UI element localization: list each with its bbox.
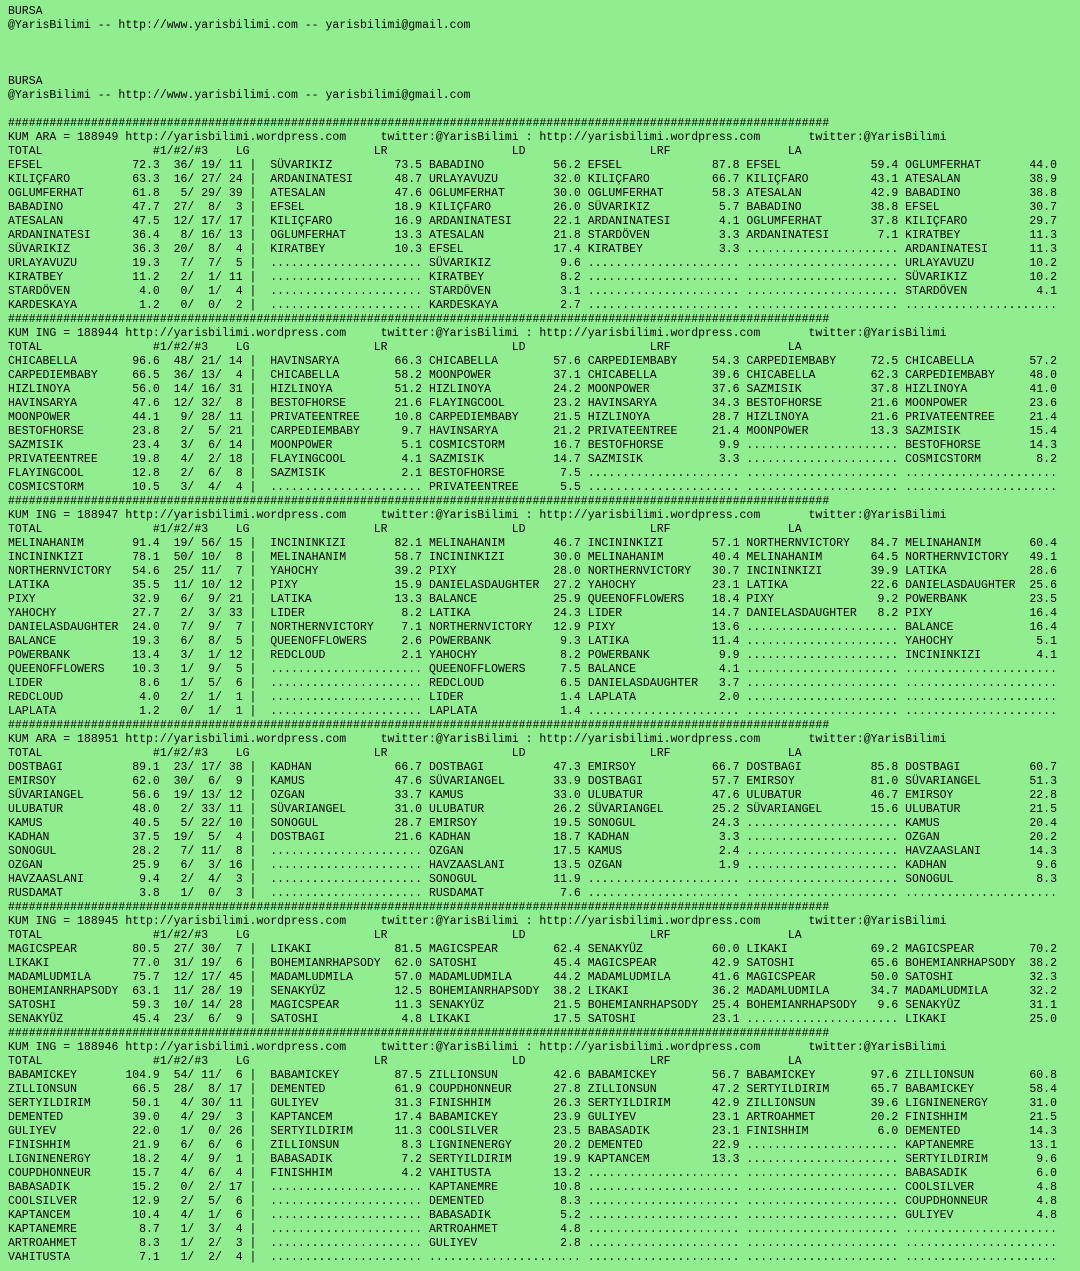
table-row: LIDER 8.6 1/ 5/ 6 | ...................... REDCLOUD 6.5 DANIELASDAUGHTER 3.7 ...................... ......................: [8, 677, 1057, 690]
text-line: [8, 47, 1080, 61]
text-line: BURSA: [8, 75, 43, 88]
table-row: GULIYEV 22.0 1/ 0/ 26 | SERTYILDIRIM 11.3 COOLSILVER 23.5 BABASADIK 23.1 FINISHHIM 6.0 DEMENTED 14.3: [8, 1125, 1057, 1138]
table-row: MOONPOWER 44.1 9/ 28/ 11 | PRIVATEENTREE 10.8 CARPEDIEMBABY 21.5 HIZLINOYA 28.7 HIZLINOYA 21.6 PRIVATEENTREE 21.4: [8, 411, 1057, 424]
race-header: KUM ING = 188944 http://yarisbilimi.wordpress.com twitter:@YarisBilimi : http://yarisbilimi.wordpress.com twitter:@YarisBilimi: [8, 327, 947, 340]
text-line: @YarisBilimi -- http://www.yarisbilimi.com -- yarisbilimi@gmail.com: [8, 89, 471, 102]
table-row: VAHITUSTA 7.1 1/ 2/ 4 | ...................... ...................... ...................... ...................... ......................: [8, 1251, 1057, 1264]
race-header: KUM ING = 188947 http://yarisbilimi.wordpress.com twitter:@YarisBilimi : http://yarisbilimi.wordpress.com twitter:@YarisBilimi: [8, 509, 947, 522]
table-row: KAMUS 40.5 5/ 22/ 10 | SONOGUL 28.7 EMIRSOY 19.5 SONOGUL 24.3 ...................... KAMUS 20.4: [8, 817, 1057, 830]
table-row: BABADINO 47.7 27/ 8/ 3 | EFSEL 18.9 KILIÇFARO 26.0 SÜVARIKIZ 5.7 BABADINO 38.8 EFSEL 30.7: [8, 201, 1057, 214]
table-row: BABAMICKEY 104.9 54/ 11/ 6 | BABAMICKEY 87.5 ZILLIONSUN 42.6 BABAMICKEY 56.7 BABAMICKEY 97.6 ZILLIONSUN 60.8: [8, 1069, 1057, 1082]
text-line: [8, 103, 1080, 117]
race-header: KUM ARA = 188951 http://yarisbilimi.wordpress.com twitter:@YarisBilimi : http://yarisbilimi.wordpress.com twitter:@YarisBilimi: [8, 733, 947, 746]
table-row: SERTYILDIRIM 50.1 4/ 30/ 11 | GULIYEV 31.3 FINISHHIM 26.3 SERTYILDIRIM 42.9 ZILLIONSUN 39.6 LIGNINENERGY 31.0: [8, 1097, 1057, 1110]
table-row: HAVZAASLANI 9.4 2/ 4/ 3 | ...................... SONOGUL 11.9 ...................... ...................... SONOGUL 8.3: [8, 873, 1057, 886]
table-row: KIRATBEY 11.2 2/ 1/ 11 | ...................... KIRATBEY 8.2 ...................... ...................... SÜVARIKIZ 10.2: [8, 271, 1057, 284]
table-row: SATOSHI 59.3 10/ 14/ 28 | MAGICSPEAR 11.3 SENAKYÜZ 21.5 BOHEMIANRHAPSODY 25.4 BOHEMIANRHAPSODY 9.6 SENAKYÜZ 31.1: [8, 999, 1057, 1012]
table-row: EFSEL 72.3 36/ 19/ 11 | SÜVARIKIZ 73.5 BABADINO 56.2 EFSEL 87.8 EFSEL 59.4 OGLUMFERHAT 44.0: [8, 159, 1057, 172]
race-header: KUM ING = 188946 http://yarisbilimi.wordpress.com twitter:@YarisBilimi : http://yarisbilimi.wordpress.com twitter:@YarisBilimi: [8, 1041, 947, 1054]
table-row: KAPTANCEM 10.4 4/ 1/ 6 | ...................... BABASADIK 5.2 ...................... ...................... GULIYEV 4.8: [8, 1209, 1057, 1222]
table-row: STARDÖVEN 4.0 0/ 1/ 4 | ...................... STARDÖVEN 3.1 ...................... ...................... STARDÖVEN 4.1: [8, 285, 1057, 298]
column-header: TOTAL #1/#2/#3 LG LR LD LRF LA: [8, 1055, 802, 1068]
table-row: ARDANINATESI 36.4 8/ 16/ 13 | OGLUMFERHAT 13.3 ATESALAN 21.8 STARDÖVEN 3.3 ARDANINATESI 7.1 KIRATBEY 11.3: [8, 229, 1057, 242]
table-row: HAVINSARYA 47.6 12/ 32/ 8 | BESTOFHORSE 21.6 FLAYINGCOOL 23.2 HAVINSARYA 34.3 BESTOFHORSE 21.6 MOONPOWER 23.6: [8, 397, 1057, 410]
table-row: LATIKA 35.5 11/ 10/ 12 | PIXY 15.9 DANIELASDAUGHTER 27.2 YAHOCHY 23.1 LATIKA 22.6 DANIELASDAUGHTER 25.6: [8, 579, 1057, 592]
table-row: COSMICSTORM 10.5 3/ 4/ 4 | ...................... PRIVATEENTREE 5.5 ...................... ...................... ......................: [8, 481, 1057, 494]
table-row: FINISHHIM 21.9 6/ 6/ 6 | ZILLIONSUN 8.3 LIGNINENERGY 20.2 DEMENTED 22.9 ...................... KAPTANEMRE 13.1: [8, 1139, 1057, 1152]
table-row: HIZLINOYA 56.0 14/ 16/ 31 | HIZLINOYA 51.2 HIZLINOYA 24.2 MOONPOWER 37.6 SAZMISIK 37.8 HIZLINOYA 41.0: [8, 383, 1057, 396]
table-row: DANIELASDAUGHTER 24.0 7/ 9/ 7 | NORTHERNVICTORY 7.1 NORTHERNVICTORY 12.9 PIXY 13.6 ...................... BALANCE 16.4: [8, 621, 1057, 634]
column-header: TOTAL #1/#2/#3 LG LR LD LRF LA: [8, 145, 802, 158]
table-row: LIGNINENERGY 18.2 4/ 9/ 1 | BABASADIK 7.2 SERTYILDIRIM 19.9 KAPTANCEM 13.3 ...................... SERTYILDIRIM 9.6: [8, 1153, 1057, 1166]
text-line: @YarisBilimi -- http://www.yarisbilimi.com -- yarisbilimi@gmail.com: [8, 19, 471, 32]
table-row: SONOGUL 28.2 7/ 11/ 8 | ...................... OZGAN 17.5 KAMUS 2.4 ...................... HAVZAASLANI 14.3: [8, 845, 1057, 858]
table-row: DEMENTED 39.0 4/ 29/ 3 | KAPTANCEM 17.4 BABAMICKEY 23.9 GULIYEV 23.1 ARTROAHMET 20.2 FINISHHIM 21.5: [8, 1111, 1057, 1124]
table-row: BALANCE 19.3 6/ 8/ 5 | QUEENOFFLOWERS 2.6 POWERBANK 9.3 LATIKA 11.4 ...................... YAHOCHY 5.1: [8, 635, 1057, 648]
table-row: KAPTANEMRE 8.7 1/ 3/ 4 | ...................... ARTROAHMET 4.8 ...................... ...................... ......................: [8, 1223, 1057, 1236]
table-row: KADHAN 37.5 19/ 5/ 4 | DOSTBAGI 21.6 KADHAN 18.7 KADHAN 3.3 ...................... OZGAN 20.2: [8, 831, 1057, 844]
table-row: OGLUMFERHAT 61.8 5/ 29/ 39 | ATESALAN 47.6 OGLUMFERHAT 30.0 OGLUMFERHAT 58.3 ATESALAN 42.9 BABADINO 38.8: [8, 187, 1057, 200]
table-row: KARDESKAYA 1.2 0/ 0/ 2 | ...................... KARDESKAYA 2.7 ...................... ...................... ......................: [8, 299, 1057, 312]
race-header: KUM ARA = 188949 http://yarisbilimi.wordpress.com twitter:@YarisBilimi : http://yarisbilimi.wordpress.com twitter:@YarisBilimi: [8, 131, 947, 144]
table-row: URLAYAVUZU 19.3 7/ 7/ 5 | ...................... SÜVARIKIZ 9.6 ...................... ...................... URLAYAVUZU 10.2: [8, 257, 1057, 270]
table-row: ARTROAHMET 8.3 1/ 2/ 3 | ...................... GULIYEV 2.8 ...................... ...................... ......................: [8, 1237, 1057, 1250]
table-row: EMIRSOY 62.0 30/ 6/ 9 | KAMUS 47.6 SÜVARIANGEL 33.9 DOSTBAGI 57.7 EMIRSOY 81.0 SÜVARIANGEL 51.3: [8, 775, 1057, 788]
table-row: BESTOFHORSE 23.8 2/ 5/ 21 | CARPEDIEMBABY 9.7 HAVINSARYA 21.2 PRIVATEENTREE 21.4 MOONPOWER 13.3 SAZMISIK 15.4: [8, 425, 1057, 438]
column-header: TOTAL #1/#2/#3 LG LR LD LRF LA: [8, 929, 802, 942]
table-row: BABASADIK 15.2 0/ 2/ 17 | ...................... KAPTANEMRE 10.8 ...................... ...................... COOLSILVER 4.8: [8, 1181, 1057, 1194]
separator-line: #######################################################################################################################: [8, 719, 830, 732]
column-header: TOTAL #1/#2/#3 LG LR LD LRF LA: [8, 747, 802, 760]
table-row: SENAKYÜZ 45.4 23/ 6/ 9 | SATOSHI 4.8 LIKAKI 17.5 SATOSHI 23.1 ...................... LIKAKI 25.0: [8, 1013, 1057, 1026]
text-line: [8, 33, 1080, 47]
table-row: INCININKIZI 78.1 50/ 10/ 8 | MELINAHANIM 58.7 INCININKIZI 30.0 MELINAHANIM 40.4 MELINAHANIM 64.5 NORTHERNVICTORY 49.1: [8, 551, 1057, 564]
table-row: POWERBANK 13.4 3/ 1/ 12 | REDCLOUD 2.1 YAHOCHY 8.2 POWERBANK 9.9 ...................... INCININKIZI 4.1: [8, 649, 1057, 662]
table-row: DOSTBAGI 89.1 23/ 17/ 38 | KADHAN 66.7 DOSTBAGI 47.3 EMIRSOY 66.7 DOSTBAGI 85.8 DOSTBAGI 60.7: [8, 761, 1057, 774]
table-row: LIKAKI 77.0 31/ 19/ 6 | BOHEMIANRHAPSODY 62.0 SATOSHI 45.4 MAGICSPEAR 42.9 SATOSHI 65.6 BOHEMIANRHAPSODY 38.2: [8, 957, 1057, 970]
separator-line: #######################################################################################################################: [8, 1027, 830, 1040]
table-row: REDCLOUD 4.0 2/ 1/ 1 | ...................... LIDER 1.4 LAPLATA 2.0 ...................... ......................: [8, 691, 1057, 704]
table-row: NORTHERNVICTORY 54.6 25/ 11/ 7 | YAHOCHY 39.2 PIXY 28.0 NORTHERNVICTORY 30.7 INCININKIZI 39.9 LATIKA 28.6: [8, 565, 1057, 578]
table-row: COOLSILVER 12.9 2/ 5/ 6 | ...................... DEMENTED 8.3 ...................... ...................... COUPDHONNEUR 4.8: [8, 1195, 1057, 1208]
table-row: QUEENOFFLOWERS 10.3 1/ 9/ 5 | ...................... QUEENOFFLOWERS 7.5 BALANCE 4.1 ...................... ......................: [8, 663, 1057, 676]
column-header: TOTAL #1/#2/#3 LG LR LD LRF LA: [8, 523, 802, 536]
table-row: OZGAN 25.9 6/ 3/ 16 | ...................... HAVZAASLANI 13.5 OZGAN 1.9 ...................... KADHAN 9.6: [8, 859, 1057, 872]
table-row: ULUBATUR 48.0 2/ 33/ 11 | SÜVARIANGEL 31.0 ULUBATUR 26.2 SÜVARIANGEL 25.2 SÜVARIANGEL 15.6 ULUBATUR 21.5: [8, 803, 1057, 816]
table-row: SÜVARIKIZ 36.3 20/ 8/ 4 | KIRATBEY 10.3 EFSEL 17.4 KIRATBEY 3.3 ...................... ARDANINATESI 11.3: [8, 243, 1057, 256]
table-row: ZILLIONSUN 66.5 28/ 8/ 17 | DEMENTED 61.9 COUPDHONNEUR 27.8 ZILLIONSUN 47.2 SERTYILDIRIM 65.7 BABAMICKEY 58.4: [8, 1083, 1057, 1096]
table-row: ATESALAN 47.5 12/ 17/ 17 | KILIÇFARO 16.9 ARDANINATESI 22.1 ARDANINATESI 4.1 OGLUMFERHAT 37.8 KILIÇFARO 29.7: [8, 215, 1057, 228]
table-row: FLAYINGCOOL 12.8 2/ 6/ 8 | SAZMISIK 2.1 BESTOFHORSE 7.5 ...................... ...................... ......................: [8, 467, 1057, 480]
table-row: SAZMISIK 23.4 3/ 6/ 14 | MOONPOWER 5.1 COSMICSTORM 16.7 BESTOFHORSE 9.9 ...................... BESTOFHORSE 14.3: [8, 439, 1057, 452]
table-row: SÜVARIANGEL 56.6 19/ 13/ 12 | OZGAN 33.7 KAMUS 33.0 ULUBATUR 47.6 ULUBATUR 46.7 EMIRSOY 22.8: [8, 789, 1057, 802]
table-row: MAGICSPEAR 80.5 27/ 30/ 7 | LIKAKI 81.5 MAGICSPEAR 62.4 SENAKYÜZ 60.0 LIKAKI 69.2 MAGICSPEAR 70.2: [8, 943, 1057, 956]
separator-line: #######################################################################################################################: [8, 117, 830, 130]
race-header: KUM ING = 188945 http://yarisbilimi.wordpress.com twitter:@YarisBilimi : http://yarisbilimi.wordpress.com twitter:@YarisBilimi: [8, 915, 947, 928]
text-line: [8, 61, 1080, 75]
table-row: MELINAHANIM 91.4 19/ 56/ 15 | INCININKIZI 82.1 MELINAHANIM 46.7 INCININKIZI 57.1 NORTHERNVICTORY 84.7 MELINAHANIM 60.4: [8, 537, 1057, 550]
table-row: PIXY 32.9 6/ 9/ 21 | LATIKA 13.3 BALANCE 25.9 QUEENOFFLOWERS 18.4 PIXY 9.2 POWERBANK 23.5: [8, 593, 1057, 606]
separator-line: #######################################################################################################################: [8, 901, 830, 914]
table-row: COUPDHONNEUR 15.7 4/ 6/ 4 | FINISHHIM 4.2 VAHITUSTA 13.2 ...................... ...................... BABASADIK 6.0: [8, 1167, 1057, 1180]
separator-line: #######################################################################################################################: [8, 313, 830, 326]
table-row: PRIVATEENTREE 19.8 4/ 2/ 18 | FLAYINGCOOL 4.1 SAZMISIK 14.7 SAZMISIK 3.3 ...................... COSMICSTORM 8.2: [8, 453, 1057, 466]
table-row: LAPLATA 1.2 0/ 1/ 1 | ...................... LAPLATA 1.4 ...................... ...................... ......................: [8, 705, 1057, 718]
table-row: KILIÇFARO 63.3 16/ 27/ 24 | ARDANINATESI 48.7 URLAYAVUZU 32.0 KILIÇFARO 66.7 KILIÇFARO 43.1 ATESALAN 38.9: [8, 173, 1057, 186]
separator-line: #######################################################################################################################: [8, 495, 830, 508]
table-row: MADAMLUDMILA 75.7 12/ 17/ 45 | MADAMLUDMILA 57.0 MADAMLUDMILA 44.2 MADAMLUDMILA 41.6 MAGICSPEAR 50.0 SATOSHI 32.3: [8, 971, 1057, 984]
text-line: BURSA: [8, 5, 43, 18]
table-row: CARPEDIEMBABY 66.5 36/ 13/ 4 | CHICABELLA 58.2 MOONPOWER 37.1 CHICABELLA 39.6 CHICABELLA 62.3 CARPEDIEMBABY 48.0: [8, 369, 1057, 382]
table-row: YAHOCHY 27.7 2/ 3/ 33 | LIDER 8.2 LATIKA 24.3 LIDER 14.7 DANIELASDAUGHTER 8.2 PIXY 16.4: [8, 607, 1057, 620]
table-row: CHICABELLA 96.6 48/ 21/ 14 | HAVINSARYA 66.3 CHICABELLA 57.6 CARPEDIEMBABY 54.3 CARPEDIEMBABY 72.5 CHICABELLA 57.2: [8, 355, 1057, 368]
table-row: RUSDAMAT 3.8 1/ 0/ 3 | ...................... RUSDAMAT 7.6 ...................... ...................... ......................: [8, 887, 1057, 900]
table-row: BOHEMIANRHAPSODY 63.1 11/ 28/ 19 | SENAKYÜZ 12.5 BOHEMIANRHAPSODY 38.2 LIKAKI 36.2 MADAMLUDMILA 34.7 MADAMLUDMILA 32.2: [8, 985, 1057, 998]
column-header: TOTAL #1/#2/#3 LG LR LD LRF LA: [8, 341, 802, 354]
